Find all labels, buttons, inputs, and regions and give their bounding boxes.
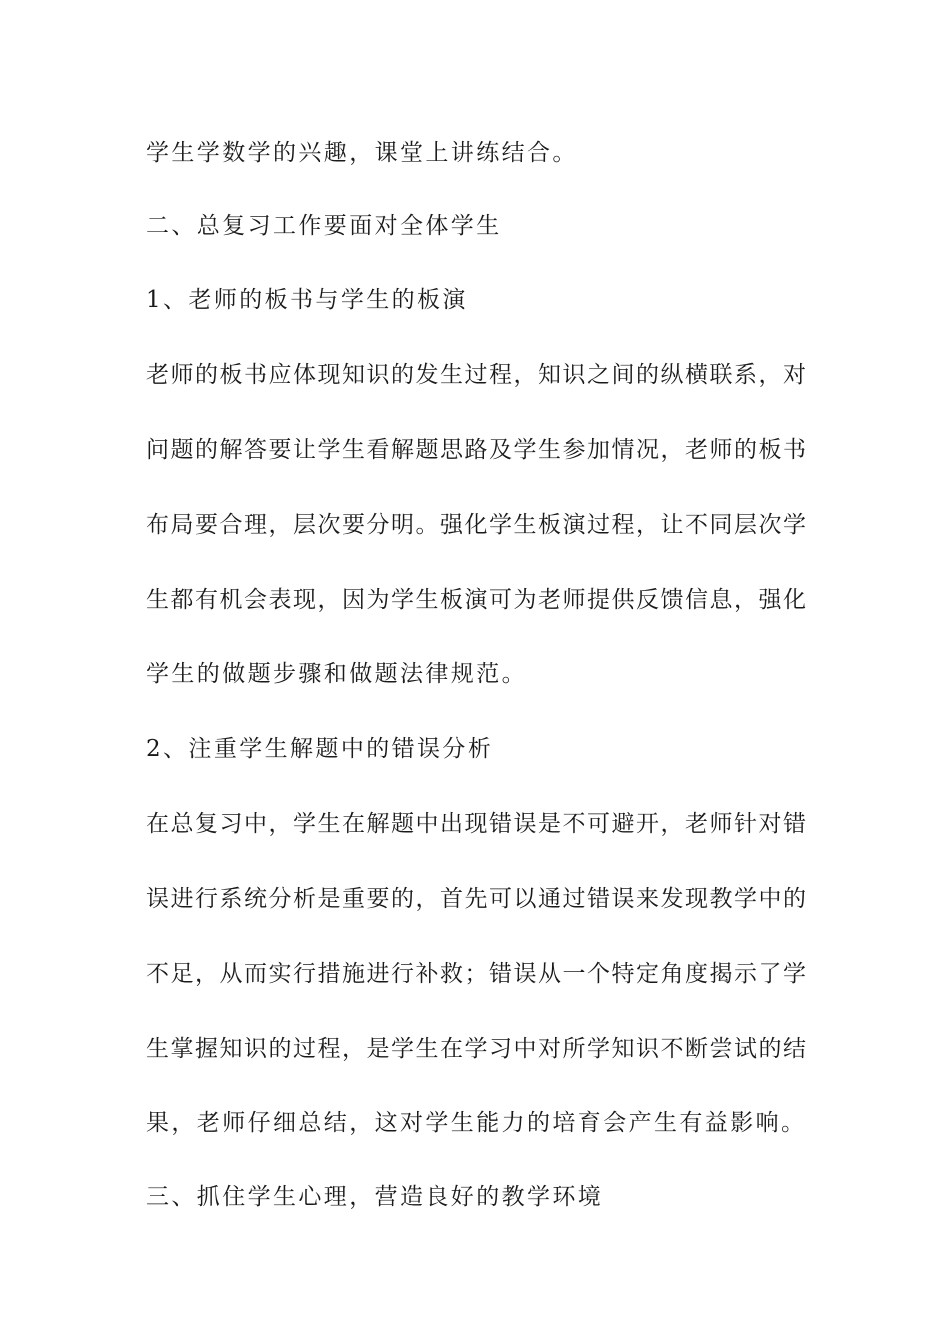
paragraph-line: 布局要合理，层次要分明。强化学生板演过程，让不同层次学 [146, 512, 806, 538]
subsection-heading: 2、注重学生解题中的错误分析 [146, 736, 494, 762]
paragraph-line: 学生的做题步骤和做题法律规范。 [146, 661, 527, 687]
paragraph-line: 生都有机会表现，因为学生板演可为老师提供反馈信息，强化 [146, 587, 806, 613]
subsection-heading: 1、老师的板书与学生的板演 [146, 287, 468, 313]
paragraph-line: 老师的板书应体现知识的发生过程，知识之间的纵横联系，对 [146, 362, 806, 388]
paragraph-line: 学生学数学的兴趣，课堂上讲练结合。 [146, 140, 578, 166]
paragraph-line: 在总复习中，学生在解题中出现错误是不可避开，老师针对错 [146, 811, 806, 837]
paragraph-line: 果，老师仔细总结，这对学生能力的培育会产生有益影响。 [146, 1110, 807, 1136]
paragraph-line: 问题的解答要让学生看解题思路及学生参加情况，老师的板书 [146, 437, 806, 463]
paragraph-line: 误进行系统分析是重要的，首先可以通过错误来发现教学中的 [146, 886, 806, 912]
paragraph-line: 生掌握知识的过程，是学生在学习中对所学知识不断尝试的结 [146, 1036, 806, 1062]
section-heading: 二、总复习工作要面对全体学生 [146, 213, 502, 239]
section-heading: 三、抓住学生心理，营造良好的教学环境 [146, 1184, 604, 1210]
paragraph-line: 不足，从而实行措施进行补救；错误从一个特定角度揭示了学 [146, 961, 806, 987]
